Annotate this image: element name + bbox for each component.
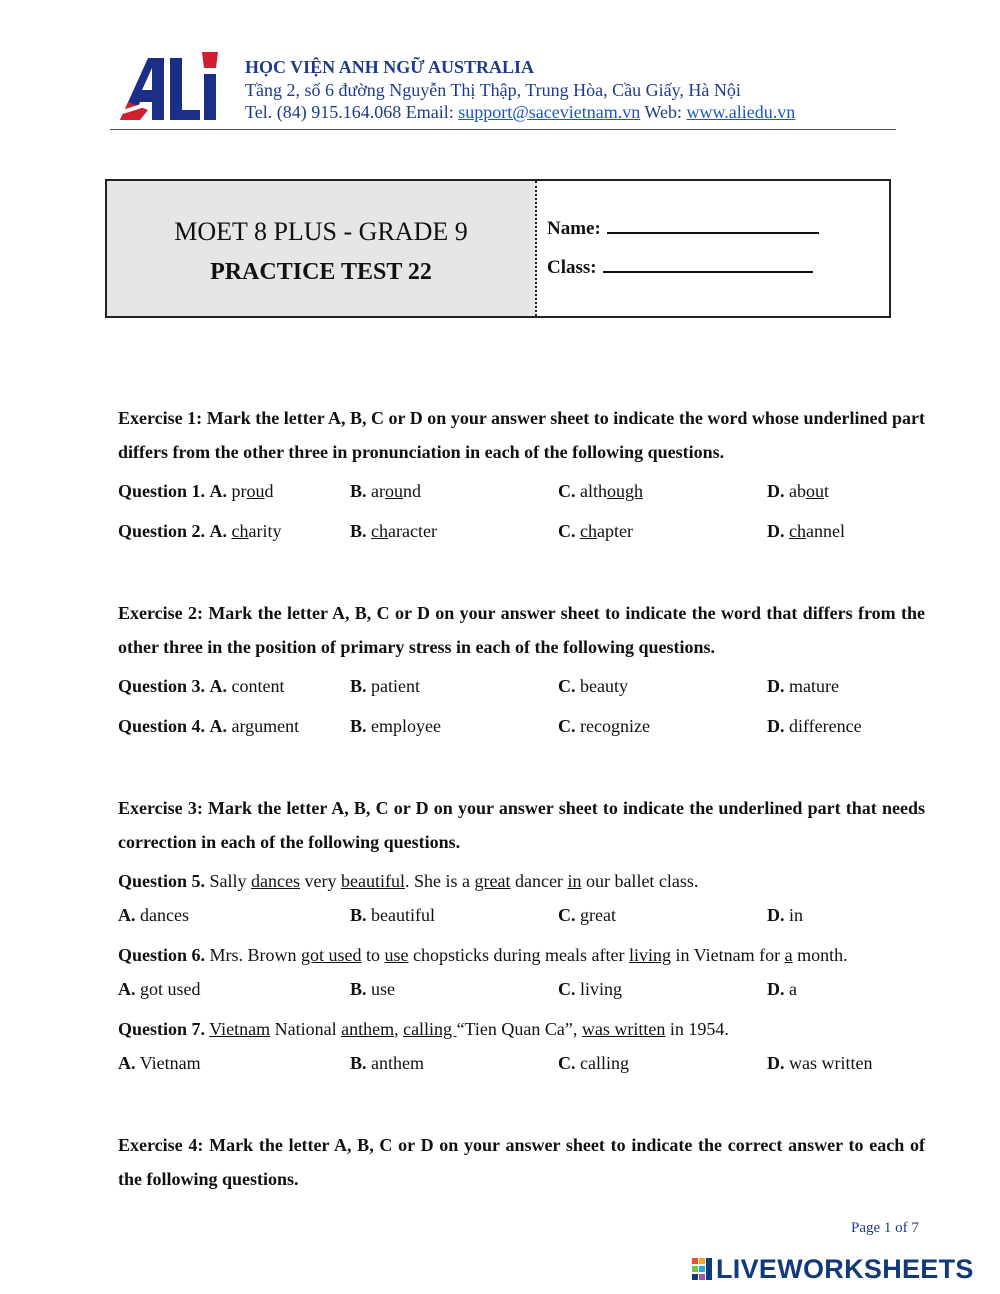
web-label: Web:: [640, 102, 687, 122]
option-b[interactable]: use: [371, 979, 396, 999]
question-label: Question 7.: [118, 1019, 206, 1039]
option-a[interactable]: argument: [231, 716, 300, 736]
name-field[interactable]: [547, 218, 819, 240]
exercise-1-instruction: Exercise 1: Mark the letter A, B, C or D on your answer sheet to indicate the word whose underlined part differs from the other three in pronunciation in each of the following questions.: [118, 408, 925, 462]
option-a[interactable]: charity: [231, 521, 282, 541]
option-b[interactable]: beautiful: [371, 905, 435, 925]
question-label: Question 6.: [118, 945, 206, 965]
question-2: Question 2. A. charity B. character C. chapter D. channel: [118, 521, 845, 541]
header-divider: [110, 129, 896, 130]
option-c[interactable]: recognize: [580, 716, 650, 736]
option-b[interactable]: patient: [371, 676, 420, 696]
question-5-options: A. dances B. beautiful C. great D. in: [118, 905, 804, 925]
question-5-sentence: Question 5. Sally dances very beautiful. She is a great dancer in our ballet class.: [118, 871, 699, 891]
option-c[interactable]: great: [580, 905, 616, 925]
email-link[interactable]: support@sacevietnam.vn: [458, 102, 641, 122]
question-1: Question 1. A. proud B. around C. although D. about: [118, 481, 830, 501]
option-a[interactable]: dances: [140, 905, 189, 925]
class-blank[interactable]: [603, 257, 813, 273]
question-label: Question 1.: [118, 481, 206, 501]
title-box: [105, 179, 891, 318]
liveworksheets-icon: [692, 1258, 714, 1280]
liveworksheets-brand: LIVEWORKSHEETS: [716, 1254, 974, 1284]
option-b[interactable]: anthem: [371, 1053, 424, 1073]
option-b[interactable]: employee: [371, 716, 441, 736]
option-c[interactable]: chapter: [580, 521, 633, 541]
test-title: PRACTICE TEST 22: [210, 259, 432, 285]
question-4: Question 4. A. argument B. employee C. recognize D. difference: [118, 716, 862, 736]
option-c[interactable]: beauty: [580, 676, 628, 696]
test-series-title: MOET 8 PLUS - GRADE 9: [174, 217, 468, 246]
option-a[interactable]: got used: [140, 979, 201, 999]
name-label: Name:: [547, 218, 601, 239]
exercise-2-instruction: Exercise 2: Mark the letter A, B, C or D on your answer sheet to indicate the word that differs from the other three in the position of primary stress in each of the following questions.: [118, 603, 925, 657]
exercise-3-instruction: Exercise 3: Mark the letter A, B, C or D on your answer sheet to indicate the underlined part that needs correction in each of the following questions.: [118, 798, 925, 852]
option-c[interactable]: living: [580, 979, 623, 999]
logo-text: ALi: [168, 124, 170, 125]
option-c[interactable]: although: [580, 481, 643, 501]
question-3: Question 3. A. content B. patient C. beauty D. mature: [118, 676, 839, 696]
option-d[interactable]: difference: [789, 716, 862, 736]
option-d[interactable]: channel: [789, 521, 845, 541]
contact-line: [245, 102, 795, 123]
website-link[interactable]: www.aliedu.vn: [686, 102, 796, 122]
title-panel: [107, 181, 537, 316]
tel-text: Tel. (84) 915.164.068 Email:: [245, 102, 459, 122]
organization-name: HỌC VIỆN ANH NGỮ AUSTRALIA: [245, 57, 535, 77]
class-field[interactable]: [547, 257, 813, 279]
page-number: Page 1 of 7: [851, 1220, 919, 1236]
option-b[interactable]: around: [371, 481, 421, 501]
question-6-options: A. got used B. use C. living D. a: [118, 979, 797, 999]
name-blank[interactable]: [607, 218, 819, 234]
option-d[interactable]: about: [789, 481, 830, 501]
option-a[interactable]: proud: [231, 481, 274, 501]
option-a[interactable]: content: [231, 676, 285, 696]
question-label: Question 4.: [118, 716, 206, 736]
option-b[interactable]: character: [371, 521, 437, 541]
question-label: Question 2.: [118, 521, 206, 541]
question-label: Question 3.: [118, 676, 206, 696]
option-d[interactable]: mature: [789, 676, 839, 696]
option-a[interactable]: Vietnam: [139, 1053, 201, 1073]
class-label: Class:: [547, 257, 597, 278]
option-d[interactable]: was written: [789, 1053, 873, 1073]
exercise-4-instruction: Exercise 4: Mark the letter A, B, C or D on your answer sheet to indicate the correct answer to each of the following questions.: [118, 1135, 925, 1189]
option-d[interactable]: a: [789, 979, 797, 999]
option-c[interactable]: calling: [580, 1053, 629, 1073]
ali-logo: [118, 50, 222, 124]
question-7-options: A. Vietnam B. anthem C. calling D. was written: [118, 1053, 873, 1073]
question-7-sentence: Question 7. Vietnam National anthem, calling “Tien Quan Ca”, was written in 1954.: [118, 1019, 729, 1039]
organization-address: Tầng 2, số 6 đường Nguyễn Thị Thập, Trung Hòa, Cầu Giấy, Hà Nội: [245, 80, 741, 100]
question-label: Question 5.: [118, 871, 206, 891]
question-6-sentence: Question 6. Mrs. Brown got used to use chopsticks during meals after living in Vietnam for a month.: [118, 945, 848, 965]
option-d[interactable]: in: [789, 905, 804, 925]
